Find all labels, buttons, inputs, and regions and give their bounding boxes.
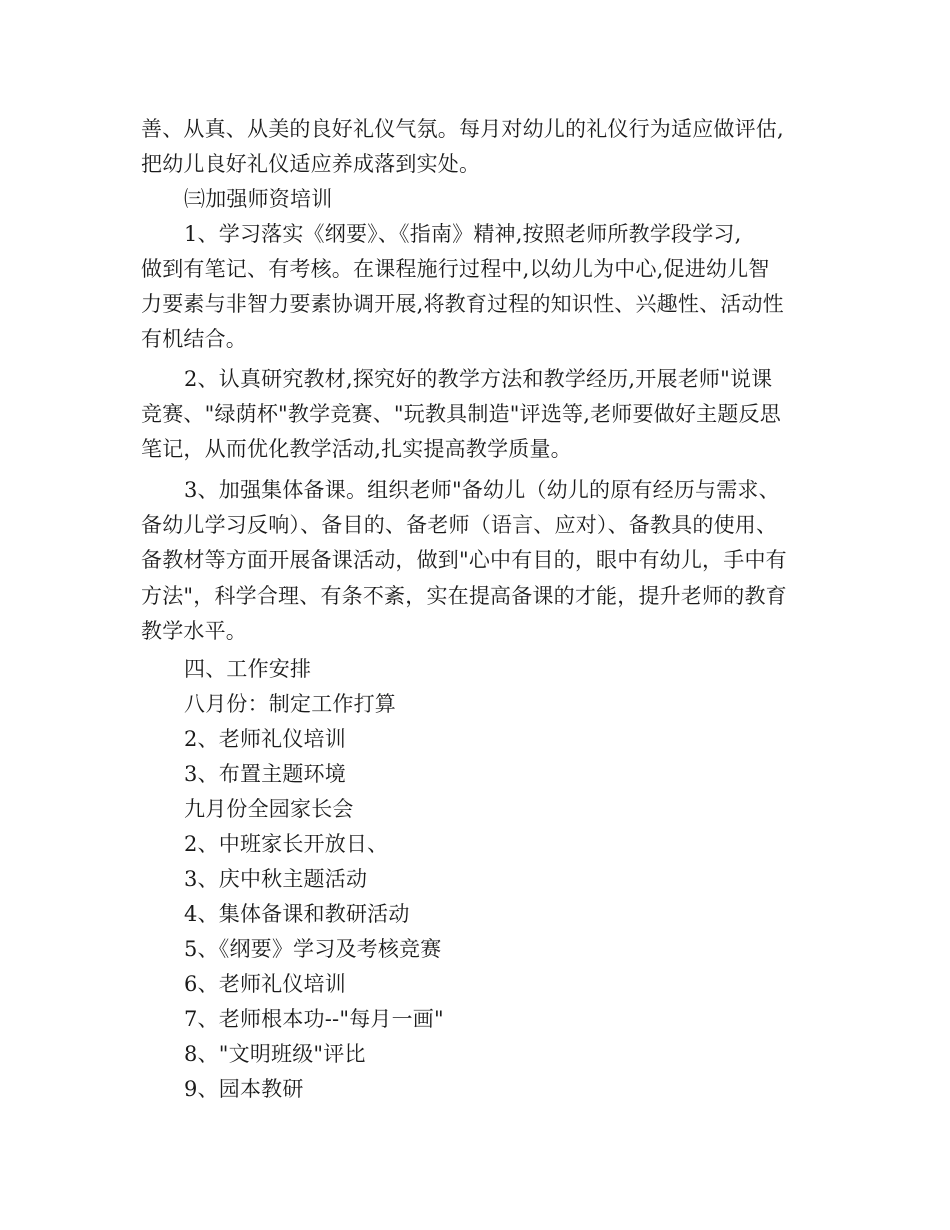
paragraph-line: 把幼儿良好礼仪适应养成落到实处。 [141,152,481,176]
paragraph-line: 竞赛、"绿荫杯"教学竞赛、"玩教具制造"评选等,老师要做好主题反思 [141,402,781,426]
paragraph-line: 备教材等方面开展备课活动，做到"心中有目的，眼中有幼儿，手中有 [141,548,787,572]
paragraph-line: 有机结合。 [141,327,247,351]
list-item: 2、中班家长开放日、 [184,832,389,856]
paragraph-line: 善、从真、从美的良好礼仪气氛。每月对幼儿的礼仪行为适应做评估, [141,117,784,141]
list-item: 八月份：制定工作打算 [184,692,396,716]
list-item: 2、老师礼仪培训 [184,727,346,751]
paragraph-line: 笔记，从而优化教学活动,扎实提高教学质量。 [141,437,572,461]
paragraph-line: 1、学习落实《纲要》、《指南》精神,按照老师所教学段学习, [184,222,742,246]
list-item: 4、集体备课和教研活动 [184,902,410,926]
list-item: 3、庆中秋主题活动 [184,867,368,891]
list-item: 3、布置主题环境 [184,762,346,786]
list-item: 7、老师根本功--"每月一画" [184,1007,444,1031]
list-item: 九月份全园家长会 [184,797,354,821]
paragraph-line: 力要素与非智力要素协调开展,将教育过程的知识性、兴趣性、活动性 [141,292,784,316]
paragraph-line: 方法"，科学合理、有条不紊，实在提高备课的才能，提升老师的教育 [141,584,787,608]
list-item: 5、《纲要》学习及考核竞赛 [184,937,442,961]
paragraph-line: 3、加强集体备课。组织老师"备幼儿（幼儿的原有经历与需求、 [184,478,780,502]
paragraph-line: 2、认真研究教材,探究好的教学方法和教学经历,开展老师"说课 [184,367,773,391]
list-item: 9、园本教研 [184,1077,304,1101]
paragraph-line: 教学水平。 [141,619,247,643]
list-item: 6、老师礼仪培训 [184,972,346,996]
list-item: 8、"文明班级"评比 [184,1042,366,1066]
section-heading: 四、工作安排 [184,657,312,681]
section-heading: ㈢加强师资培训 [184,187,333,211]
paragraph-line: 做到有笔记、有考核。在课程施行过程中,以幼儿为中心,促进幼儿智 [141,257,770,281]
paragraph-line: 备幼儿学习反响）、备目的、备老师（语言、应对）、备教具的使用、 [141,513,778,537]
